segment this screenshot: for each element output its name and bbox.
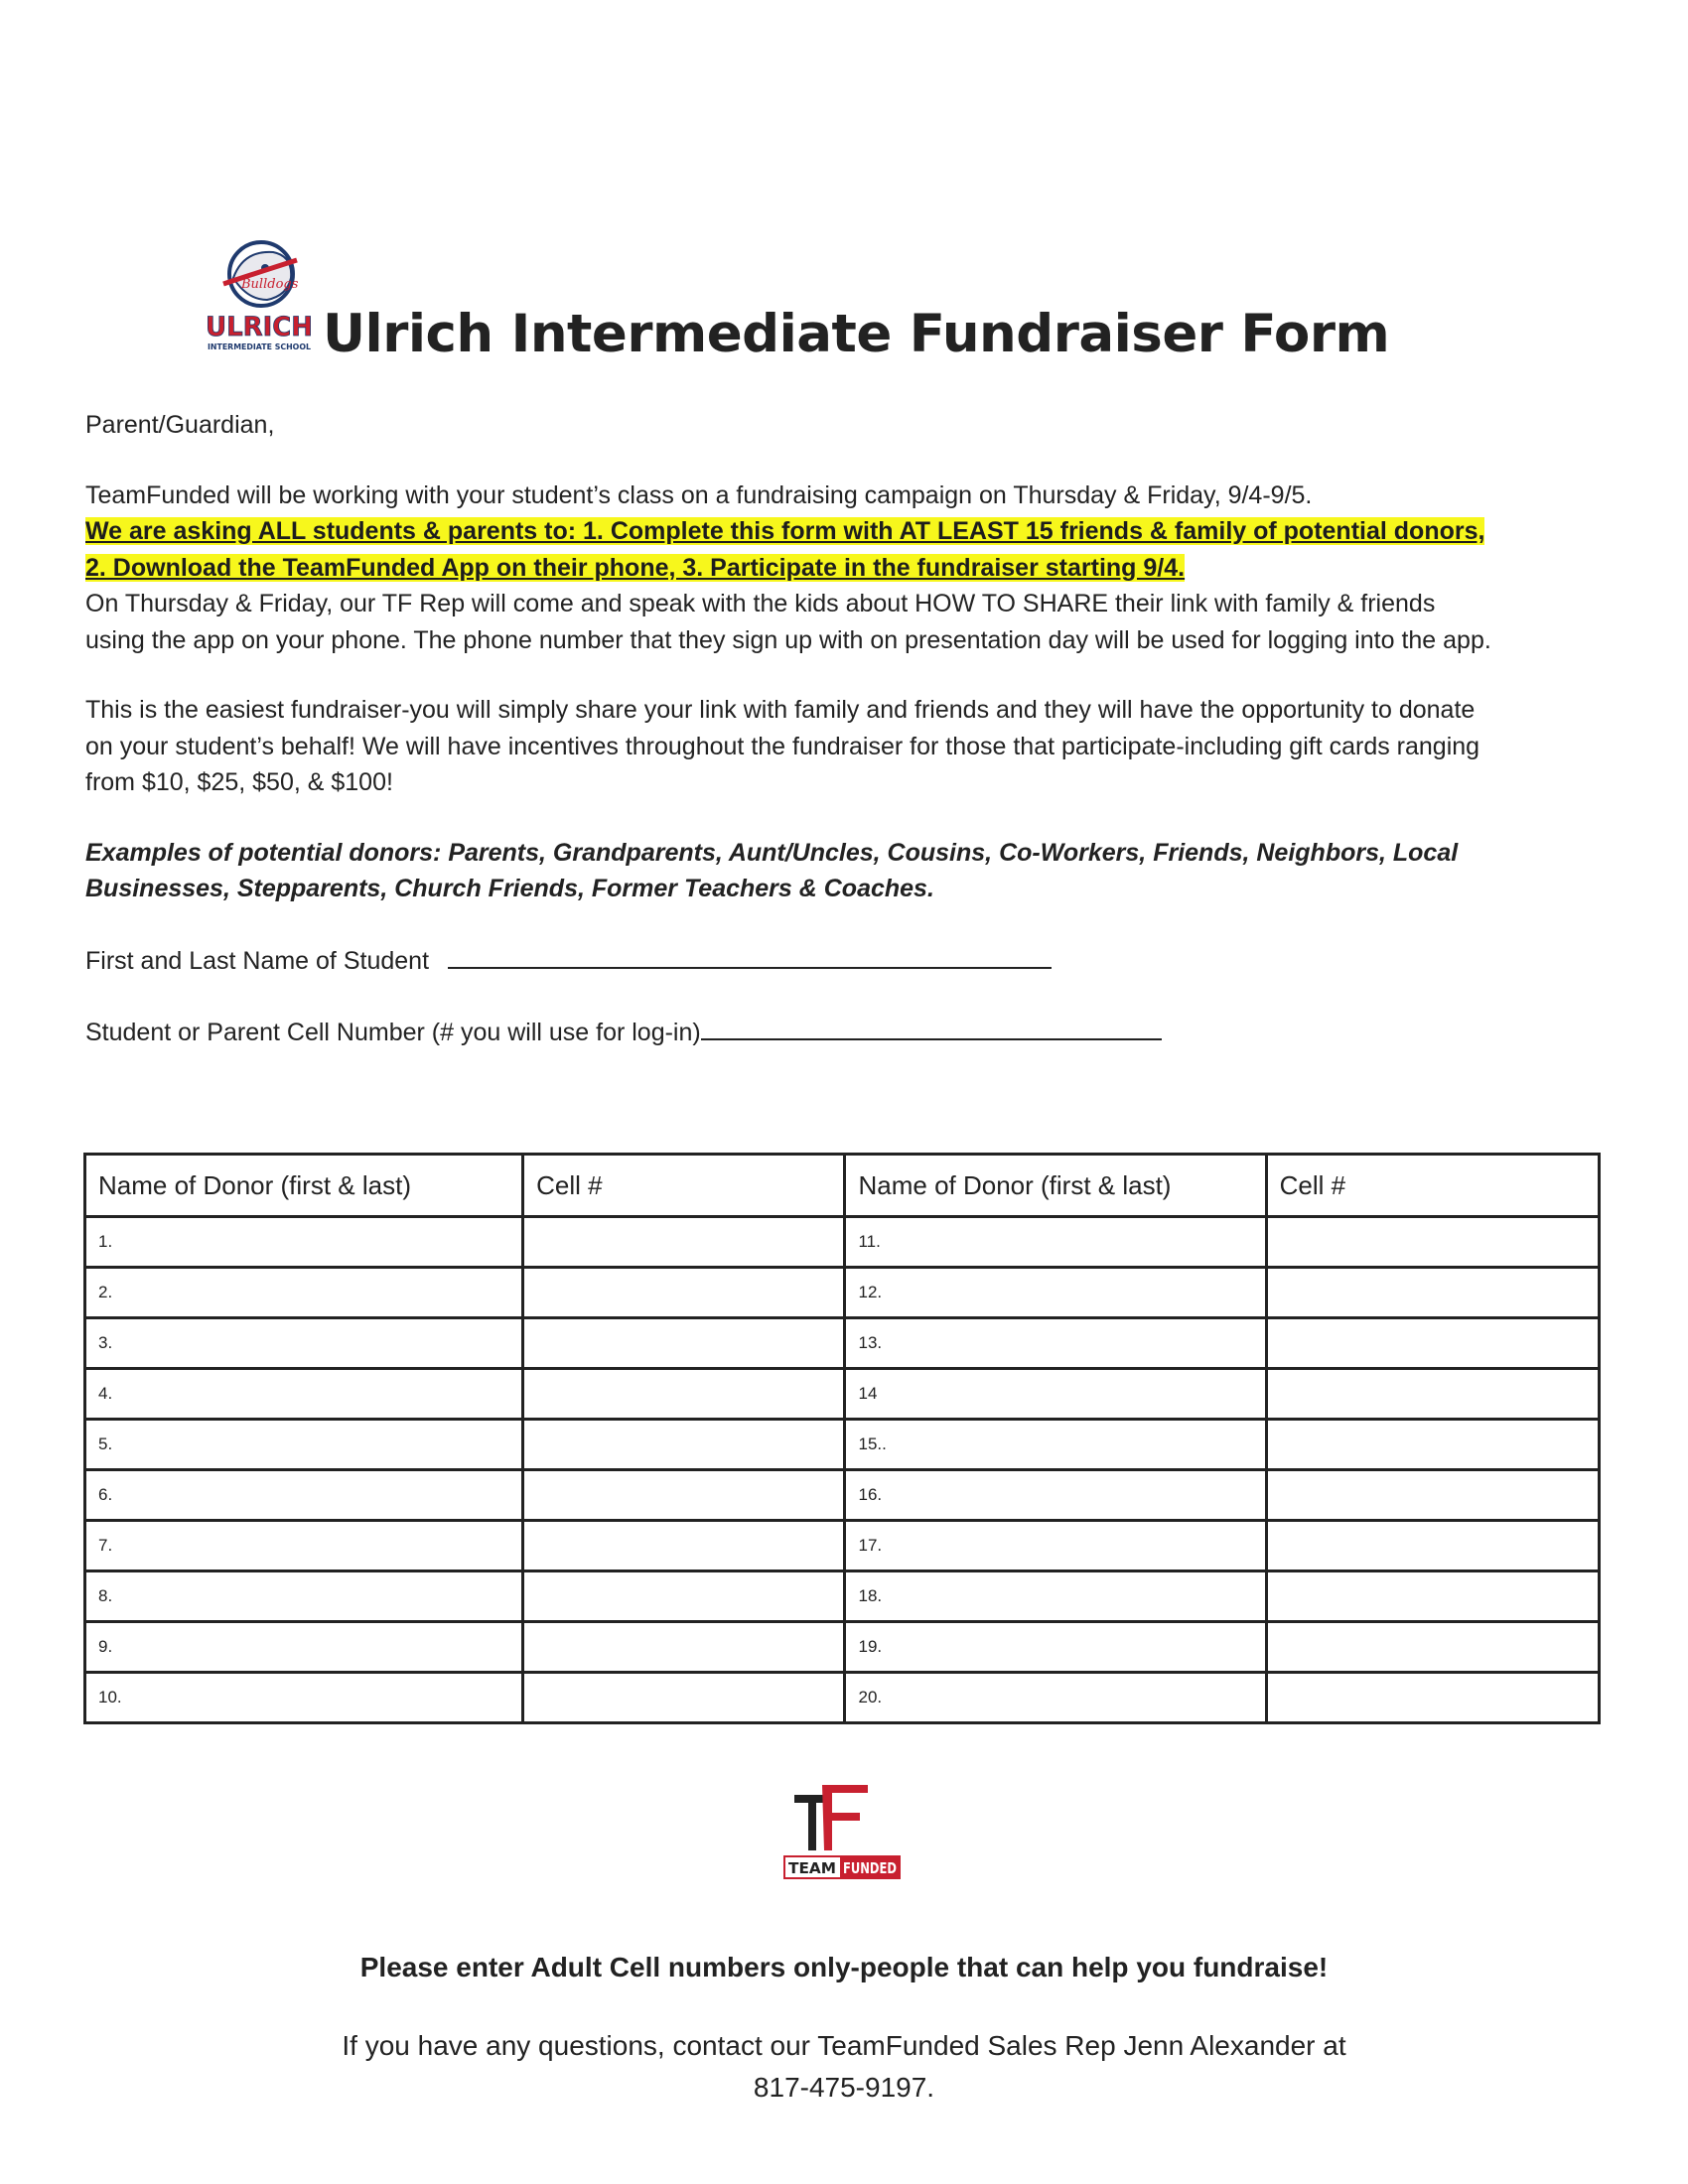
table-row xyxy=(85,1622,1600,1673)
examples-paragraph: Examples of potential donors: Parents, Grandparents, Aunt/Uncles, Cousins, Co-Workers, Friends, Neighbors, Local Businesses, Stepparents, Church Friends, Former Teachers & Coaches. xyxy=(85,838,1459,902)
donor-table xyxy=(83,1153,1601,1724)
donor-name-cell[interactable]: 20. xyxy=(845,1673,1266,1723)
donor-name-cell[interactable]: 13. xyxy=(845,1318,1266,1369)
contact-phone: 817-475-9197. xyxy=(753,2072,935,2103)
adult-cell-note: Please enter Adult Cell numbers only-people that can help you fundraise! xyxy=(359,1952,1329,1982)
salutation: Parent/Guardian, xyxy=(85,411,275,439)
presentation-text: On Thursday & Friday, our TF Rep will come and speak with the kids about HOW TO SHARE their link with family & friends using the app on your phone. The phone number that they sign up with on presentation day will be used for logging into the app. xyxy=(85,590,1491,654)
donor-name-cell[interactable]: 16. xyxy=(845,1470,1266,1521)
cell-number-cell[interactable] xyxy=(523,1521,845,1571)
donor-name-cell[interactable]: 6. xyxy=(85,1470,523,1521)
cell-number-cell[interactable] xyxy=(523,1318,845,1369)
cell-number-cell[interactable] xyxy=(523,1571,845,1622)
logo-school-name: ULRICH xyxy=(206,312,313,342)
cell-number-cell[interactable] xyxy=(523,1217,845,1268)
header-cell-right: Cell # xyxy=(1266,1155,1599,1217)
donor-name-cell[interactable]: 10. xyxy=(85,1673,523,1723)
cell-number-cell[interactable] xyxy=(1266,1369,1599,1420)
intro-text: TeamFunded will be working with your student’s class on a fundraising campaign on Thursday & Friday, 9/4-9/5. xyxy=(85,480,1313,509)
cell-number-cell[interactable] xyxy=(523,1268,845,1318)
contact-line-1: If you have any questions, contact our TeamFunded Sales Rep Jenn Alexander at xyxy=(342,2030,1346,2061)
cell-number-cell[interactable] xyxy=(523,1622,845,1673)
header-donor-name-left: Name of Donor (first & last) xyxy=(85,1155,523,1217)
donor-name-cell[interactable]: 8. xyxy=(85,1571,523,1622)
table-row xyxy=(85,1369,1600,1420)
contact-info xyxy=(248,2025,1440,2109)
page-header xyxy=(204,238,1395,367)
donor-name-cell[interactable]: 7. xyxy=(85,1521,523,1571)
table-row xyxy=(85,1673,1600,1723)
cell-number-cell[interactable] xyxy=(1266,1318,1599,1369)
cell-number-input-line[interactable] xyxy=(701,1013,1162,1040)
ulrich-bulldog-logo xyxy=(204,238,315,355)
cell-number-field xyxy=(85,1013,1495,1051)
header-cell-left: Cell # xyxy=(523,1155,845,1217)
cell-number-cell[interactable] xyxy=(1266,1622,1599,1673)
table-row xyxy=(85,1420,1600,1470)
header-donor-name-right: Name of Donor (first & last) xyxy=(845,1155,1266,1217)
cell-number-cell[interactable] xyxy=(523,1369,845,1420)
tf-logo-team: TEAM xyxy=(788,1859,836,1877)
donor-name-cell[interactable]: 3. xyxy=(85,1318,523,1369)
easiest-paragraph: This is the easiest fundraiser-you will simply share your link with family and friends and they will have the opportunity to donate on your student’s behalf! We will have incentives throughout the fundraiser for those that participate-including gift cards ranging from $10, $25, $50, & $100! xyxy=(85,696,1480,796)
donor-name-cell[interactable]: 12. xyxy=(845,1268,1266,1318)
donor-name-cell[interactable]: 9. xyxy=(85,1622,523,1673)
cell-number-cell[interactable] xyxy=(523,1470,845,1521)
donor-name-cell[interactable]: 11. xyxy=(845,1217,1266,1268)
student-name-label: First and Last Name of Student xyxy=(85,946,430,975)
cell-number-cell[interactable] xyxy=(1266,1470,1599,1521)
table-row xyxy=(85,1521,1600,1571)
logo-mascot-script: Bulldogs xyxy=(241,277,299,292)
cell-number-cell[interactable] xyxy=(1266,1673,1599,1723)
donor-name-cell[interactable]: 2. xyxy=(85,1268,523,1318)
highlighted-instructions: We are asking ALL students & parents to: 1. Complete this form with AT LEAST 15 friends & family of potential donors, 2. Download the TeamFunded App on their phone, 3. Participate in the fundraiser starting 9/4. xyxy=(85,517,1485,582)
cell-number-cell[interactable] xyxy=(1266,1571,1599,1622)
table-row xyxy=(85,1571,1600,1622)
student-name-field xyxy=(85,941,1495,980)
donor-table-header xyxy=(85,1155,1600,1217)
donor-name-cell[interactable]: 19. xyxy=(845,1622,1266,1673)
cell-number-cell[interactable] xyxy=(1266,1217,1599,1268)
donor-name-cell[interactable]: 15.. xyxy=(845,1420,1266,1470)
cell-number-cell[interactable] xyxy=(1266,1420,1599,1470)
tf-logo-funded: FUNDED xyxy=(843,1859,897,1877)
donor-name-cell[interactable]: 5. xyxy=(85,1420,523,1470)
teamfunded-logo xyxy=(780,1777,904,1880)
logo-school-sub: INTERMEDIATE SCHOOL xyxy=(208,342,311,351)
donor-name-cell[interactable]: 17. xyxy=(845,1521,1266,1571)
table-row xyxy=(85,1470,1600,1521)
cell-number-cell[interactable] xyxy=(1266,1268,1599,1318)
table-row xyxy=(85,1268,1600,1318)
table-row xyxy=(85,1217,1600,1268)
student-name-input-line[interactable] xyxy=(448,941,1052,969)
cell-number-label: Student or Parent Cell Number (# you will use for log-in) xyxy=(85,1019,701,1046)
donor-name-cell[interactable]: 14 xyxy=(845,1369,1266,1420)
donor-name-cell[interactable]: 1. xyxy=(85,1217,523,1268)
cell-number-cell[interactable] xyxy=(1266,1521,1599,1571)
intro-paragraph xyxy=(85,478,1495,659)
donor-name-cell[interactable]: 4. xyxy=(85,1369,523,1420)
table-row xyxy=(85,1318,1600,1369)
letter-body xyxy=(85,407,1495,1051)
cell-number-cell[interactable] xyxy=(523,1420,845,1470)
page-title: Ulrich Intermediate Fundraiser Form xyxy=(323,304,1390,364)
cell-number-cell[interactable] xyxy=(523,1673,845,1723)
donor-name-cell[interactable]: 18. xyxy=(845,1571,1266,1622)
